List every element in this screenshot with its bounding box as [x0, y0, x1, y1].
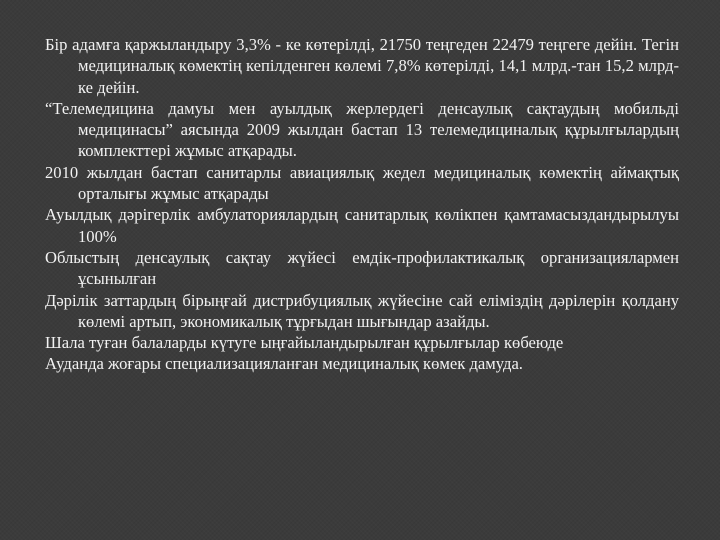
paragraph-drug-distribution: Дәрілік заттардың бірыңғай дистрибуциялық жүйесіне сай еліміздің дәрілерін қолдану көлемі артып, экономикалық тұрғыдан шығындар азайды. — [45, 290, 679, 331]
paragraph-premature-care: Шала туған балаларды күтуге ыңғайыландырылған құрылғылар көбеюде — [45, 333, 564, 353]
slide-body — [45, 34, 679, 375]
paragraph-sanitary-aviation: 2010 жылдан бастап санитарлы авиациялық жедел медициналық көмектің аймақтық орталығы жұмыс атқарады — [45, 162, 679, 204]
paragraph-healthcare-system: Облыстың денсаулық сақтау жүйесі емдік-профилактикалық организациялармен ұсынылған — [45, 247, 679, 289]
paragraph-ambulatory-transport: Ауылдық дәрігерлік амбулаториялардың санитарлық көлікпен қамтамасыздандырылуы 100% — [45, 205, 679, 246]
paragraph-funding: Бір адамға қаржыландыру 3,3% - ке көтерілді, 21750 теңгеден 22479 теңгеге дейін. Тегін медициналық көмектің кепілденген көлемі 7,8% көтерілді, 14,1 млрд.-тан 15,2 млрд-ке дейін. — [45, 35, 679, 97]
paragraph-specialized-care: Ауданда жоғары специализацияланған медициналық көмек дамуда. — [45, 354, 523, 374]
paragraph-telemedicine: “Телемедицина дамуы мен ауылдық жерлердегі денсаулық сақтаудың мобильді медицинасы” аясында 2009 жылдан бастап 13 телемедициналық құрылғылардың комплекттері жұмыс атқарады. — [45, 98, 679, 161]
